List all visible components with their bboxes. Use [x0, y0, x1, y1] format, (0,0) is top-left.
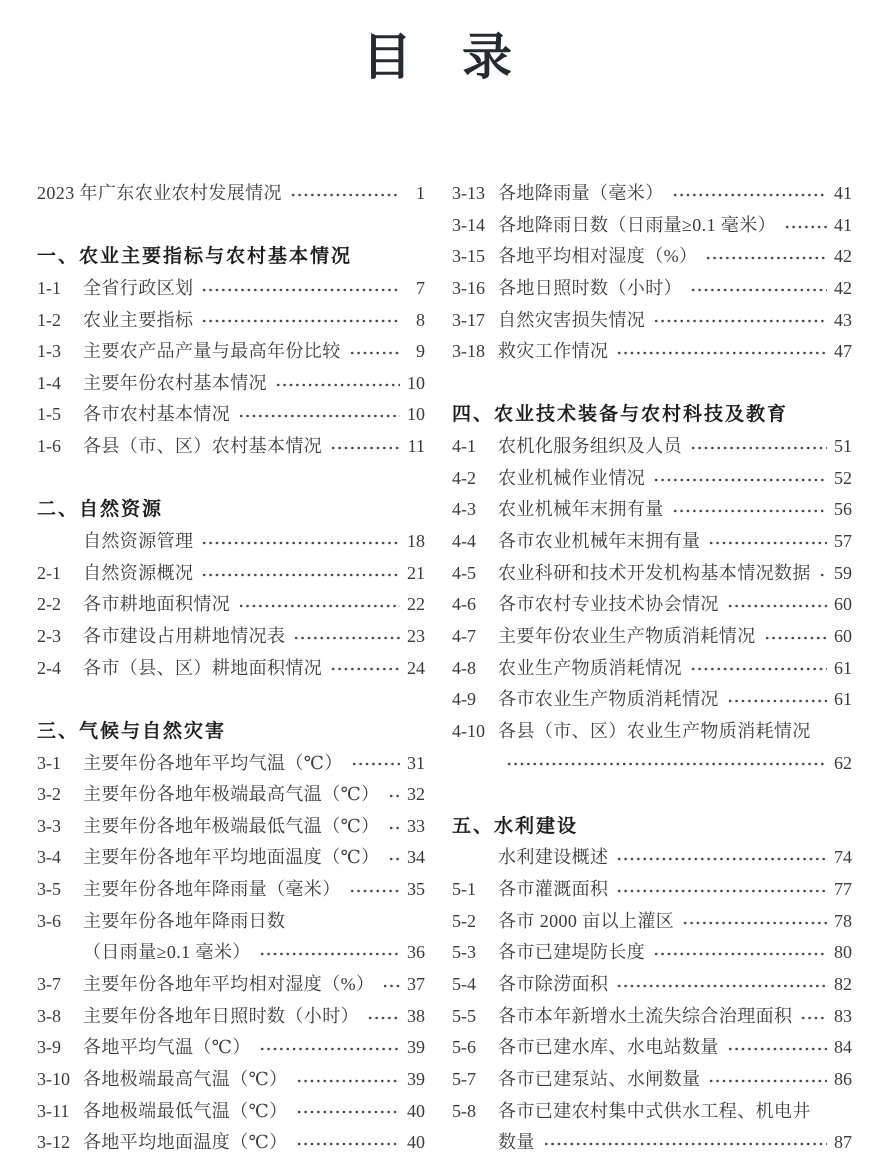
dot-leader [653, 305, 827, 337]
entry-title: 各地平均气温（℃） [83, 1037, 251, 1058]
entry-title: 各县（市、区）农业生产物质消耗情况 [498, 720, 811, 741]
toc-entry [37, 368, 425, 400]
dot-leader [764, 621, 827, 653]
entry-title: 主要年份农村基本情况 [83, 372, 267, 393]
entry-number: 3-17 [452, 309, 485, 330]
entry-title: 主要年份各地年极端最高气温（℃） [83, 784, 380, 805]
entry-number: 2-1 [37, 562, 61, 583]
entry-number: 3-3 [37, 815, 61, 836]
entry-page: 1 [416, 183, 425, 203]
entry-number: 4-4 [452, 531, 476, 552]
dot-leader [705, 241, 827, 273]
dot-leader [727, 589, 827, 621]
entry-title: 各市已建堤防长度 [498, 942, 646, 963]
toc-entry [37, 1127, 425, 1159]
entry-title: 主要年份各地年平均地面温度（℃） [83, 847, 380, 868]
toc-entry [452, 241, 852, 273]
entry-page: 31 [407, 752, 425, 773]
entry-number: 1-5 [37, 404, 61, 425]
toc-entry [452, 684, 852, 716]
entry-title: 自然资源管理 [83, 531, 194, 552]
entry-page: 36 [407, 942, 425, 963]
toc-entry [452, 589, 852, 621]
entry-title: 各市本年新增水土流失综合治理面积 [498, 1005, 793, 1026]
entry-page: 52 [834, 467, 852, 488]
entry-number: 1-6 [37, 436, 61, 457]
entry-title: 各县（市、区）农村基本情况 [83, 436, 323, 457]
entry-number: 1-2 [37, 309, 61, 330]
dot-leader [296, 1127, 400, 1159]
entry-number: 1-4 [37, 372, 61, 393]
toc-entry [37, 1001, 425, 1033]
toc-entry [452, 621, 852, 653]
entry-title: 各地极端最高气温（℃） [83, 1068, 288, 1089]
dot-leader [349, 336, 400, 368]
entry-title: 数量 [498, 1132, 535, 1153]
entry-number: 3-2 [37, 784, 61, 805]
entry-number: 4-2 [452, 467, 476, 488]
entry-title: 全省行政区划 [83, 277, 194, 298]
dot-leader [201, 558, 400, 590]
entry-number: 3-4 [37, 847, 61, 868]
entry-number: 3-9 [37, 1037, 61, 1058]
entry-page: 47 [834, 341, 852, 362]
entry-page: 33 [407, 815, 425, 836]
dot-leader [543, 1127, 827, 1159]
toc-entry [452, 1001, 852, 1033]
toc-columns [0, 178, 874, 1159]
entry-title: 自然灾害损失情况 [498, 309, 646, 330]
entry-number: 3-7 [37, 974, 61, 995]
entry-title: 各市农村基本情况 [83, 404, 231, 425]
section-header [452, 399, 852, 431]
dot-leader [293, 621, 400, 653]
toc-entry [452, 748, 852, 780]
dot-leader [616, 874, 827, 906]
dot-leader [727, 1032, 827, 1064]
entry-page: 23 [407, 625, 425, 646]
entry-page: 57 [834, 531, 852, 552]
entry-title: 主要年份农业生产物质消耗情况 [498, 625, 756, 646]
dot-leader [708, 526, 827, 558]
dot-leader [672, 178, 827, 210]
toc-entry [452, 463, 852, 495]
entry-page: 61 [834, 689, 852, 710]
entry-page: 61 [834, 657, 852, 678]
dot-leader [238, 399, 400, 431]
entry-title: 各市耕地面积情况 [83, 594, 231, 615]
entry-page: 56 [834, 499, 852, 520]
toc-entry [37, 811, 425, 843]
entry-page: 11 [407, 436, 425, 457]
dot-leader [616, 842, 827, 874]
toc-entry [452, 874, 852, 906]
toc-entry [37, 906, 425, 938]
toc-entry [37, 1096, 425, 1128]
entry-number [37, 937, 83, 969]
toc-entry [37, 874, 425, 906]
entry-page: 83 [834, 1005, 852, 1026]
dot-leader [653, 463, 827, 495]
toc-entry [452, 336, 852, 368]
dot-leader [653, 937, 827, 969]
entry-title: 各市建设占用耕地情况表 [83, 625, 286, 646]
toc-entry [37, 558, 425, 590]
entry-number: 5-6 [452, 1037, 476, 1058]
entry-title: 2023 年广东农业农村发展情况 [37, 183, 282, 203]
toc-entry [452, 273, 852, 305]
entry-title: 主要年份各地年平均相对湿度（%） [83, 974, 375, 995]
entry-page: 84 [834, 1037, 852, 1058]
dot-leader [259, 1032, 400, 1064]
section-header-text: 五、水利建设 [452, 815, 579, 837]
entry-title: 各市农业机械年末拥有量 [498, 531, 701, 552]
entry-number: 4-3 [452, 499, 476, 520]
dot-leader [351, 748, 400, 780]
entry-title: 农业生产物质消耗情况 [498, 657, 682, 678]
entry-number: 4-10 [452, 720, 485, 741]
entry-number: 3-16 [452, 277, 485, 298]
toc-entry [37, 336, 425, 368]
dot-leader [290, 178, 400, 210]
entry-page: 62 [834, 752, 852, 773]
entry-title: 各市 2000 亩以上灌区 [498, 910, 675, 931]
toc-entry [452, 1127, 852, 1159]
entry-title: 主要年份各地年日照时数（小时） [83, 1005, 359, 1026]
dot-leader [201, 526, 400, 558]
entry-page: 40 [407, 1132, 425, 1153]
entry-title: 各地平均地面温度（℃） [83, 1132, 288, 1153]
toc-entry [37, 589, 425, 621]
dot-leader [259, 937, 400, 969]
toc-entry [37, 779, 425, 811]
section-header [452, 811, 852, 843]
entry-title: 农业机械年末拥有量 [498, 499, 664, 520]
entry-page: 10 [407, 404, 425, 425]
entry-title: 各市除涝面积 [498, 974, 609, 995]
entry-page: 32 [407, 784, 425, 805]
entry-number: 5-7 [452, 1068, 476, 1089]
dot-leader [296, 1064, 400, 1096]
toc-entry [37, 431, 425, 463]
entry-page: 38 [407, 1005, 425, 1026]
entry-page: 7 [416, 277, 425, 298]
entry-number: 5-4 [452, 974, 476, 995]
entry-page: 42 [834, 246, 852, 267]
entry-number: 4-7 [452, 625, 476, 646]
entry-number: 4-6 [452, 594, 476, 615]
entry-number: 3-12 [37, 1132, 70, 1153]
section-header-text: 二、自然资源 [37, 499, 164, 521]
entry-title: 主要年份各地年降雨量（毫米） [83, 879, 341, 900]
entry-number: 5-1 [452, 879, 476, 900]
dot-leader [616, 969, 827, 1001]
toc-entry [37, 305, 425, 337]
entry-number: 4-8 [452, 657, 476, 678]
dot-leader [819, 558, 827, 590]
entry-title: 自然资源概况 [83, 562, 194, 583]
dot-leader [800, 1001, 827, 1033]
dot-leader [367, 1001, 400, 1033]
entry-page: 82 [834, 974, 852, 995]
toc-entry [37, 969, 425, 1001]
entry-page: 87 [834, 1132, 852, 1153]
entry-number: 3-13 [452, 183, 485, 203]
page-title: 目 录 [362, 29, 512, 85]
entry-number: 2-4 [37, 657, 61, 678]
entry-page: 24 [407, 657, 425, 678]
dot-leader [506, 748, 827, 780]
entry-page: 42 [834, 277, 852, 298]
dot-leader [708, 1064, 827, 1096]
entry-number [452, 842, 498, 874]
entry-page: 86 [834, 1068, 852, 1089]
entry-page: 8 [416, 309, 425, 330]
dot-leader [201, 273, 400, 305]
dot-leader [275, 368, 400, 400]
toc-entry [37, 1064, 425, 1096]
toc-entry [37, 653, 425, 685]
entry-page: 74 [834, 847, 852, 868]
entry-title: 主要农产品产量与最高年份比较 [83, 341, 341, 362]
dot-leader [349, 874, 400, 906]
toc-column-left [37, 178, 425, 1159]
entry-title: 农业科研和技术开发机构基本情况数据 [498, 562, 811, 583]
entry-title: 农业机械作业情况 [498, 467, 646, 488]
section-header-text: 三、气候与自然灾害 [37, 720, 227, 742]
toc-entry [37, 842, 425, 874]
toc-entry [452, 1032, 852, 1064]
entry-title: 各地平均相对湿度（%） [498, 246, 698, 267]
entry-page: 41 [834, 214, 852, 235]
entry-page: 60 [834, 625, 852, 646]
entry-page: 37 [407, 974, 425, 995]
section-header [37, 241, 425, 273]
entry-title: 各市已建泵站、水闸数量 [498, 1068, 701, 1089]
entry-title: 各市已建农村集中式供水工程、机电井 [498, 1100, 811, 1121]
dot-leader [616, 336, 827, 368]
entry-number: 3-14 [452, 214, 485, 235]
entry-title: 主要年份各地年降雨日数 [83, 910, 286, 931]
toc-entry [37, 399, 425, 431]
entry-title: 水利建设概述 [498, 847, 609, 868]
entry-number: 3-10 [37, 1068, 70, 1089]
entry-page: 43 [834, 309, 852, 330]
entry-page: 60 [834, 594, 852, 615]
toc-entry [452, 906, 852, 938]
dot-leader [690, 273, 827, 305]
toc-entry [452, 494, 852, 526]
toc-entry [37, 621, 425, 653]
entry-number: 5-5 [452, 1005, 476, 1026]
dot-leader [388, 811, 400, 843]
toc-entry [452, 653, 852, 685]
entry-page: 59 [834, 562, 852, 583]
entry-page: 78 [834, 910, 852, 931]
entry-title: 各市农业生产物质消耗情况 [498, 689, 719, 710]
section-header [37, 716, 425, 748]
entry-title: （日雨量≥0.1 毫米） [83, 942, 251, 963]
entry-title: 各地降雨量（毫米） [498, 183, 664, 203]
entry-title: 各市农村专业技术协会情况 [498, 594, 719, 615]
entry-title: 农机化服务组织及人员 [498, 436, 682, 457]
dot-leader [296, 1096, 400, 1128]
dot-leader [388, 842, 400, 874]
entry-title: 各市已建水库、水电站数量 [498, 1037, 719, 1058]
entry-number: 4-1 [452, 436, 476, 457]
section-header-text: 一、农业主要指标与农村基本情况 [37, 246, 353, 268]
toc-column-right [452, 178, 852, 1159]
toc-entry [37, 526, 425, 558]
toc-entry [452, 178, 852, 210]
dot-leader [672, 494, 827, 526]
dot-leader [382, 969, 400, 1001]
entry-page: 40 [407, 1100, 425, 1121]
entry-number: 3-11 [37, 1100, 70, 1121]
entry-page: 39 [407, 1068, 425, 1089]
toc-entry [37, 937, 425, 969]
entry-page: 9 [416, 341, 425, 362]
entry-number [37, 526, 83, 558]
section-header-text: 四、农业技术装备与农村科技及教育 [452, 404, 789, 426]
dot-leader [690, 653, 827, 685]
toc-entry [452, 1096, 852, 1128]
entry-number: 5-2 [452, 910, 476, 931]
entry-page: 34 [407, 847, 425, 868]
toc-entry [452, 526, 852, 558]
entry-page: 77 [834, 879, 852, 900]
entry-page: 35 [407, 879, 425, 900]
entry-page: 18 [407, 531, 425, 552]
toc-entry [37, 748, 425, 780]
entry-page: 80 [834, 942, 852, 963]
toc-entry [452, 937, 852, 969]
entry-page: 39 [407, 1037, 425, 1058]
toc-entry [452, 1064, 852, 1096]
entry-number: 1-1 [37, 277, 61, 298]
toc-entry [452, 210, 852, 242]
entry-page: 41 [834, 183, 852, 203]
entry-number [452, 748, 498, 780]
dot-leader [784, 210, 827, 242]
entry-number: 5-8 [452, 1100, 476, 1121]
entry-number [452, 1127, 498, 1159]
entry-title: 各市（县、区）耕地面积情况 [83, 657, 323, 678]
toc-entry [452, 716, 852, 748]
entry-number: 4-9 [452, 689, 476, 710]
entry-title: 农业主要指标 [83, 309, 194, 330]
entry-title: 救灾工作情况 [498, 341, 609, 362]
entry-number: 3-5 [37, 879, 61, 900]
entry-number: 2-3 [37, 625, 61, 646]
toc-entry [452, 558, 852, 590]
entry-number: 3-15 [452, 246, 485, 267]
toc-entry [452, 431, 852, 463]
dot-leader [238, 589, 400, 621]
entry-page: 10 [407, 372, 425, 393]
entry-number: 4-5 [452, 562, 476, 583]
dot-leader [690, 431, 827, 463]
toc-entry [37, 178, 425, 210]
entry-page: 21 [407, 562, 425, 583]
toc-entry [452, 969, 852, 1001]
entry-title: 主要年份各地年极端最低气温（℃） [83, 815, 380, 836]
entry-number: 3-18 [452, 341, 485, 362]
entry-title: 各地日照时数（小时） [498, 277, 682, 298]
toc-entry [452, 842, 852, 874]
dot-leader [201, 305, 400, 337]
entry-page: 22 [407, 594, 425, 615]
entry-title: 主要年份各地年平均气温（℃） [83, 752, 343, 773]
entry-number: 2-2 [37, 594, 61, 615]
dot-leader [330, 653, 400, 685]
toc-entry [37, 273, 425, 305]
entry-number: 3-6 [37, 910, 61, 931]
entry-title: 各地极端最低气温（℃） [83, 1100, 288, 1121]
section-header [37, 494, 425, 526]
entry-number: 1-3 [37, 341, 61, 362]
dot-leader [330, 431, 400, 463]
entry-number: 3-1 [37, 752, 61, 773]
toc-entry [452, 305, 852, 337]
entry-page: 51 [834, 436, 852, 457]
toc-entry [37, 1032, 425, 1064]
dot-leader [388, 779, 400, 811]
dot-leader [727, 684, 827, 716]
entry-title: 各市灌溉面积 [498, 879, 609, 900]
entry-number: 3-8 [37, 1005, 61, 1026]
entry-number: 5-3 [452, 942, 476, 963]
entry-title: 各地降雨日数（日雨量≥0.1 毫米） [498, 214, 777, 235]
dot-leader [682, 906, 827, 938]
